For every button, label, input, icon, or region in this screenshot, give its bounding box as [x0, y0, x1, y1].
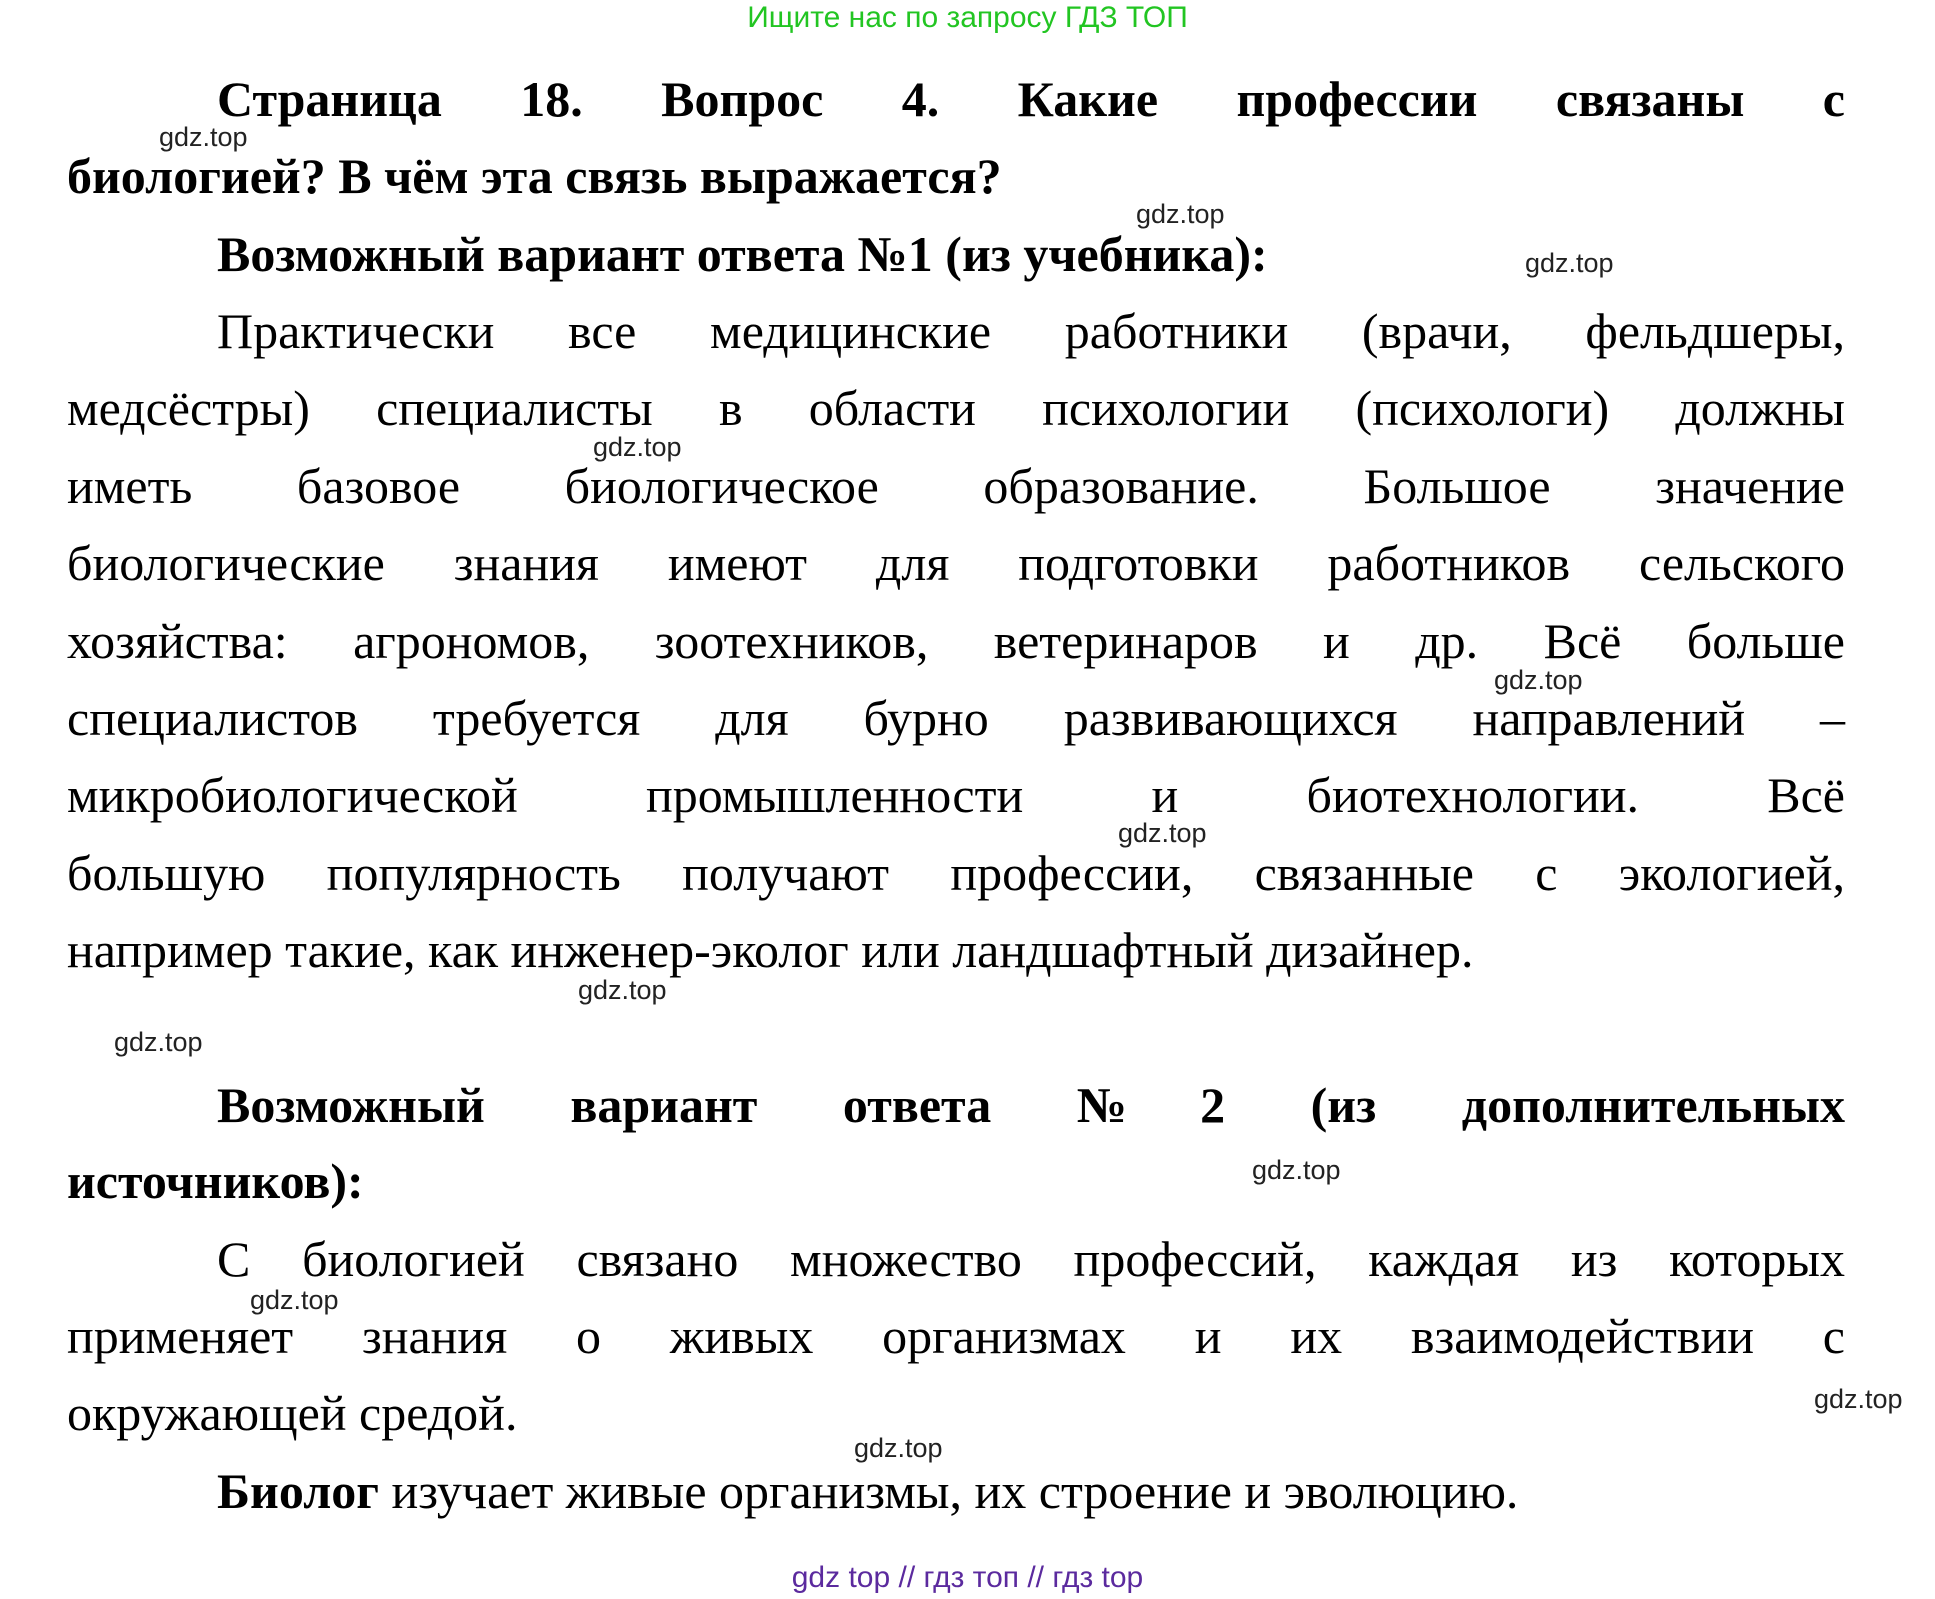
watermark-label: gdz.top — [593, 432, 682, 462]
text-line — [217, 1231, 1845, 1287]
text: окружающей средой. — [67, 1385, 518, 1441]
watermark-label: gdz.top — [854, 1433, 943, 1463]
watermark-label: gdz.top — [1525, 248, 1614, 278]
text: большую популярность получают профессии, связанные с экологией, — [67, 845, 1845, 901]
bold-text: Страница 18. Вопрос 4. Какие профессии связаны с — [217, 71, 1845, 127]
watermark-label: gdz.top — [1118, 818, 1207, 848]
text: микробиологической промышленности и биотехнологии. Всё — [67, 767, 1845, 823]
text-line — [67, 148, 1002, 204]
bold-text: Возможный вариант ответа №1 (из учебника): — [217, 226, 1268, 282]
text-line — [67, 1308, 1845, 1364]
bold-text: Биолог — [217, 1463, 379, 1519]
footer-watermark: gdz top // гдз топ // гдз top — [791, 1561, 1144, 1594]
text: хозяйства: агрономов, зоотехников, ветеринаров и др. Всё больше — [67, 613, 1845, 669]
text-line — [67, 767, 1845, 823]
text: например такие, как инженер-эколог или ландшафтный дизайнер. — [67, 922, 1474, 978]
text-line — [67, 1385, 518, 1441]
text-line — [67, 380, 1845, 436]
bold-text: биологией? В чём эта связь выражается? — [67, 148, 1002, 204]
text-line — [67, 458, 1845, 514]
text-line — [217, 1077, 1845, 1133]
text: медсёстры) специалисты в области психологии (психологи) должны — [67, 380, 1845, 436]
text-line — [67, 690, 1845, 746]
text-line — [217, 226, 1268, 282]
watermark-label: gdz.top — [1814, 1384, 1903, 1414]
watermark-label: gdz.top — [1494, 665, 1583, 695]
text-line — [67, 922, 1474, 978]
text: иметь базовое биологическое образование. Большое значение — [67, 458, 1845, 514]
text-line — [67, 613, 1845, 669]
search-hint-banner: Ищите нас по запросу ГДЗ ТОП — [747, 1, 1188, 34]
text-line — [217, 1463, 1519, 1519]
text-line — [67, 535, 1845, 591]
bold-text: Возможный вариант ответа №2 (из дополнительных — [217, 1077, 1845, 1133]
watermark-label: gdz.top — [114, 1027, 203, 1057]
text: Практически все медицинские работники (врачи, фельдшеры, — [217, 303, 1845, 359]
text: С биологией связано множество профессий, каждая из которых — [217, 1231, 1845, 1287]
watermark-label: gdz.top — [250, 1285, 339, 1315]
bold-text: источников): — [67, 1153, 364, 1209]
text-line — [67, 845, 1845, 901]
watermark-label: gdz.top — [159, 122, 248, 152]
text: биологические знания имеют для подготовки работников сельского — [67, 535, 1845, 591]
text-line — [67, 1153, 364, 1209]
text-line — [217, 303, 1845, 359]
watermark-label: gdz.top — [1252, 1155, 1341, 1185]
text: специалистов требуется для бурно развивающихся направлений – — [67, 690, 1845, 746]
text-line — [217, 71, 1845, 127]
text: изучает живые организмы, их строение и эволюцию. — [378, 1463, 1519, 1519]
watermark-label: gdz.top — [1136, 199, 1225, 229]
watermark-label: gdz.top — [578, 975, 667, 1005]
text: применяет знания о живых организмах и их взаимодействии с — [67, 1308, 1845, 1364]
